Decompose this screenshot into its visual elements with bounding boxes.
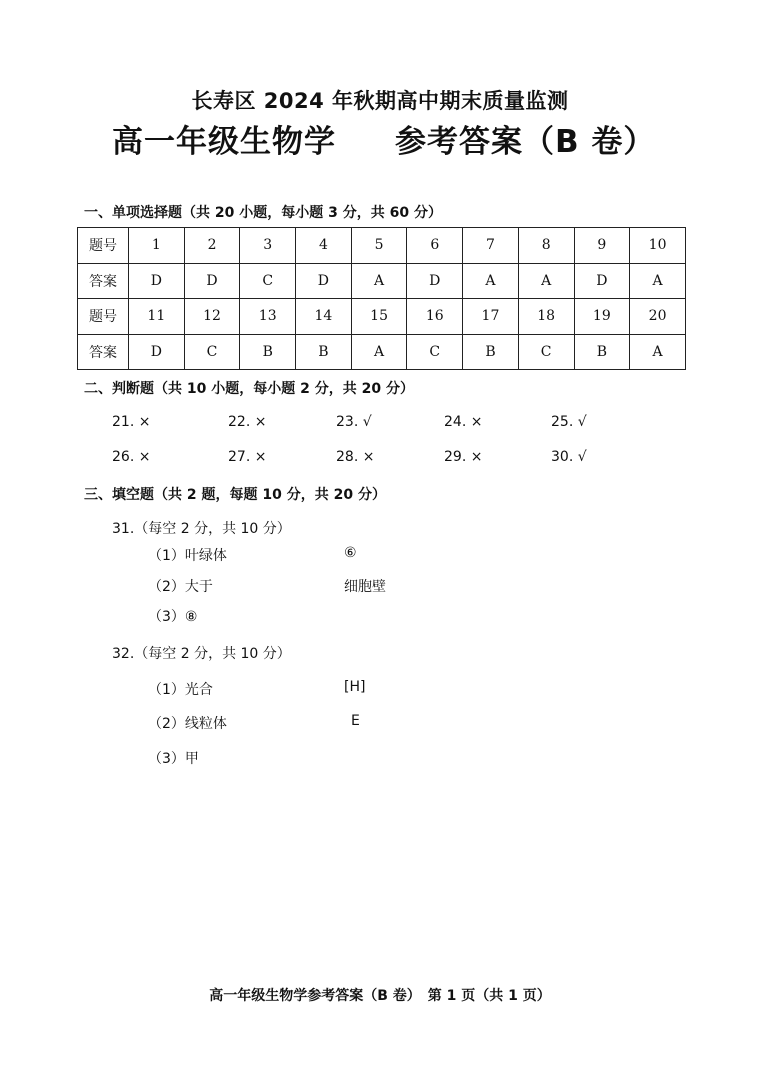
question-number: 5 (351, 228, 407, 264)
judgment-answer: 23. √ (336, 414, 372, 430)
answer-cell: D (407, 263, 463, 299)
question-number: 3 (240, 228, 296, 264)
answer-cell: D (129, 334, 185, 370)
question-number: 1 (129, 228, 185, 264)
question-32-title: 32.（每空 2 分，共 10 分） (112, 646, 291, 662)
question-number: 15 (351, 299, 407, 335)
answer-cell: D (296, 263, 352, 299)
question-number: 7 (463, 228, 519, 264)
answer-cell: D (574, 263, 630, 299)
answer-cell: B (463, 334, 519, 370)
question-number: 10 (630, 228, 686, 264)
judgment-answer: 25. √ (551, 414, 587, 430)
question-number: 14 (296, 299, 352, 335)
judgment-answer: 22. × (228, 414, 267, 430)
answer-cell: D (184, 263, 240, 299)
answer-cell: C (518, 334, 574, 370)
answer-cell: B (574, 334, 630, 370)
question-number: 16 (407, 299, 463, 335)
answer-cell: A (518, 263, 574, 299)
judgment-answer: 30. √ (551, 449, 587, 465)
q32-answer-1b: [H] (344, 679, 366, 695)
question-number: 19 (574, 299, 630, 335)
q31-answer-1: （1）叶绿体 (148, 548, 227, 564)
question-number: 12 (184, 299, 240, 335)
row-label: 题号 (78, 299, 129, 335)
question-number: 20 (630, 299, 686, 335)
question-31-title: 31.（每空 2 分，共 10 分） (112, 521, 291, 537)
judgment-answer: 24. × (444, 414, 483, 430)
section-2-heading: 二、判断题（共 10 小题，每小题 2 分，共 20 分） (84, 381, 414, 397)
question-number: 2 (184, 228, 240, 264)
page-title: 高一年级生物学 (112, 124, 336, 160)
answer-cell: C (407, 334, 463, 370)
section-3-heading: 三、填空题（共 2 题，每题 10 分，共 20 分） (84, 487, 386, 503)
q31-answer-2b: 细胞壁 (344, 579, 386, 595)
question-number: 8 (518, 228, 574, 264)
q31-answer-2: （2）大于 (148, 579, 213, 595)
judgment-answer: 28. × (336, 449, 375, 465)
question-number: 6 (407, 228, 463, 264)
answer-cell: A (463, 263, 519, 299)
answer-table (77, 227, 686, 370)
answer-cell: C (240, 263, 296, 299)
question-number: 4 (296, 228, 352, 264)
table-row (78, 299, 686, 335)
question-number: 9 (574, 228, 630, 264)
answer-cell: A (351, 263, 407, 299)
q31-answer-3: （3）⑧ (148, 609, 198, 625)
q31-answer-1b: ⑥ (344, 545, 357, 561)
answer-key-title: 参考答案（B 卷） (395, 124, 656, 160)
row-label: 答案 (78, 334, 129, 370)
judgment-answer: 26. × (112, 449, 151, 465)
table-row (78, 334, 686, 370)
q32-answer-1: （1）光合 (148, 682, 213, 698)
section-1-heading: 一、单项选择题（共 20 小题，每小题 3 分，共 60 分） (84, 205, 442, 221)
row-label: 题号 (78, 228, 129, 264)
judgment-answer: 21. × (112, 414, 151, 430)
page-footer: 高一年级生物学参考答案（B 卷） 第 1 页（共 1 页） (209, 988, 551, 1004)
question-number: 18 (518, 299, 574, 335)
answer-cell: C (184, 334, 240, 370)
table-row (78, 263, 686, 299)
question-number: 13 (240, 299, 296, 335)
answer-cell: A (351, 334, 407, 370)
table-row (78, 228, 686, 264)
q32-answer-2b: E (351, 713, 360, 729)
answer-cell: D (129, 263, 185, 299)
question-number: 17 (463, 299, 519, 335)
exam-subtitle: 长寿区 2024 年秋期高中期末质量监测 (191, 89, 569, 113)
answer-cell: B (240, 334, 296, 370)
answer-cell: B (296, 334, 352, 370)
answer-cell: A (630, 263, 686, 299)
judgment-answer: 29. × (444, 449, 483, 465)
q32-answer-3: （3）甲 (148, 751, 199, 767)
row-label: 答案 (78, 263, 129, 299)
judgment-answer: 27. × (228, 449, 267, 465)
question-number: 11 (129, 299, 185, 335)
q32-answer-2: （2）线粒体 (148, 716, 227, 732)
answer-cell: A (630, 334, 686, 370)
